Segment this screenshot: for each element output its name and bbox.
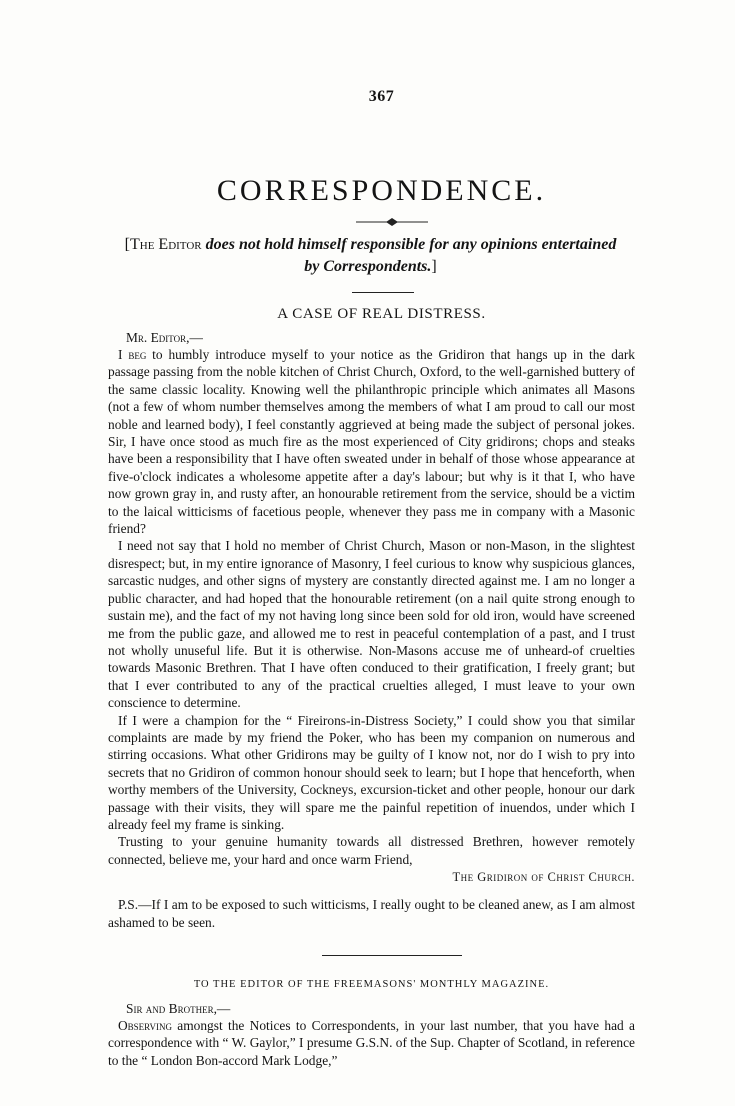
paragraph-lead: Observing bbox=[118, 1018, 172, 1033]
bracket-open: [ bbox=[124, 236, 130, 253]
paragraph-text: If I were a champion for the “ Fireirons-in-Distress Society,” I could show you that similar complaints are made by my friend the Poker, who has been my companion on numerous and stirring occasions. What other Gridirons may be guilty of I know not, nor do I wish to pry into secrets that no Gridiron of common honour should seek to learn; but I hope that henceforth, when worthy members of the University, Cockneys, excursion-ticket and other people, honour our dark passage with their visits, they will spare me the painful repetition of inuendos, under which I already feel my frame is sinking. bbox=[108, 712, 635, 832]
article-paragraph bbox=[108, 833, 635, 868]
paragraph-text: to humbly introduce myself to your notice as the Gridiron that hangs up in the dark passage passing from the noble kitchen of Christ Church, Oxford, to the well-garnished buttery of the same classic locality. Knowing well the philanthropic principle which animates all Masons (not a few of whom number themselves among the members of what I am proud to call our most noble and learned body), I feel constantly aggrieved at being made the subject of personal jokes. Sir, I have once stood as much fire as the most experienced of City gridirons; chops and steaks have been a responsibility that I have often sweated under in behalf of those whose appearance at five-o'clock indicates a wholesome appetite after a day's labour; but why is it that I, who have now grown gray in, and rusty after, an honourable retirement from the service, should be a victim to the laical witticisms of facetious people, whenever they pass me in company with a Masonic friend? bbox=[108, 347, 635, 537]
editor-note-text: does not hold himself responsible for any opinions entertained by Correspondents. bbox=[205, 236, 617, 275]
article-paragraph bbox=[108, 537, 635, 711]
editor-note bbox=[116, 234, 625, 278]
letter-heading: TO THE EDITOR OF THE FREEMASONS' MONTHLY MAGAZINE. bbox=[193, 979, 550, 990]
signature: The Gridiron of Christ Church. bbox=[452, 870, 635, 885]
editor-note-subject: The Editor bbox=[129, 236, 202, 253]
article-title: A CASE OF REAL DISTRESS. bbox=[277, 306, 486, 322]
paragraph-text: I need not say that I hold no member of Christ Church, Mason or non-Mason, in the slightest disrespect; but, in my entire ignorance of Masonry, I feel curious to know why suspicious glances, sarcastic nudges, and other signs of mystery are constantly directed against me. I am no longer a public character, and had hoped that the honourable retirement (on a nail quite strong enough to sustain me), and the fact of my not having long since been sold for old iron, would have screened me from the public gaze, and allowed me to rest in peaceful contemplation of a past, and I trust not wholly unuseful life. But it is otherwise. Non-Masons accuse me of unheard-of cruelties towards Masonic Brethren. That I have often conduced to their gratification, I freely grant; but that I ever contributed to any of the practical cruelties alleged, I must leave to your own conscience to determine. bbox=[108, 538, 635, 711]
article-salutation: Mr. Editor,— bbox=[126, 330, 203, 345]
bracket-close: ] bbox=[431, 258, 437, 275]
section-rule bbox=[322, 955, 462, 956]
postscript: P.S.—If I am to be exposed to such witticisms, I really ought to be cleaned anew, as I am almost ashamed to be seen. bbox=[108, 897, 635, 930]
letter-salutation: Sir and Brother,— bbox=[126, 1001, 231, 1016]
ornament-divider-icon bbox=[352, 216, 432, 228]
page-number: 367 bbox=[368, 88, 395, 105]
paragraph-text: amongst the Notices to Correspondents, in your last number, that you have had a correspondence with “ W. Gaylor,” I presume G.S.N. of the Sup. Chapter of Scotland, in reference to the “ London Bon-accord Mark Lodge,” bbox=[108, 1018, 635, 1068]
paragraph-text: Trusting to your genuine humanity towards all distressed Brethren, however remotely connected, believe me, your hard and once warm Friend, bbox=[108, 834, 635, 867]
article-paragraph bbox=[108, 346, 635, 537]
letter-paragraph bbox=[108, 1017, 635, 1069]
section-title: CORRESPONDENCE. bbox=[216, 174, 547, 207]
paragraph-lead: I beg bbox=[118, 347, 147, 362]
short-rule bbox=[352, 292, 414, 293]
article-paragraph bbox=[108, 712, 635, 834]
